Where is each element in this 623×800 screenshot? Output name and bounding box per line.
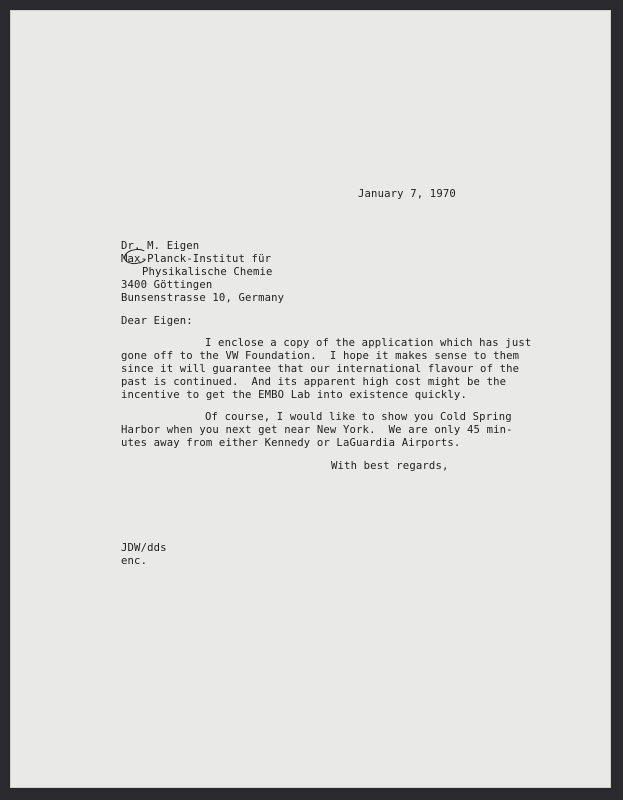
address-line-institute: Max-Planck-Institut für [121, 253, 272, 265]
address-line-street: Bunsenstrasse 10, Germany [121, 292, 285, 304]
paragraph-1-line-2: gone off to the VW Foundation. I hope it makes sense to them [121, 350, 520, 362]
letter-date: January 7, 1970 [358, 188, 456, 200]
enclosure-note: enc. [121, 555, 148, 567]
paragraph-2-line-1: Of course, I would like to show you Cold Spring [205, 411, 512, 423]
paragraph-2-line-3: utes away from either Kennedy or LaGuardia Airports. [121, 437, 461, 449]
paragraph-1-line-3: since it will guarantee that our international flavour of the [121, 363, 520, 375]
address-line-department: Physikalische Chemie [142, 266, 273, 278]
typist-initials: JDW/dds [121, 542, 167, 554]
paragraph-1-line-1: I enclose a copy of the application which has just [205, 337, 532, 349]
address-line-name: Dr. M. Eigen [121, 240, 200, 252]
paragraph-2-line-2: Harbor when you next get near New York. We are only 45 min- [121, 424, 513, 436]
paragraph-1-line-4: past is continued. And its apparent high cost might be the [121, 376, 507, 388]
letter-page [10, 10, 611, 788]
paragraph-1-line-5: incentive to get the EMBO Lab into existence quickly. [121, 389, 467, 401]
closing: With best regards, [331, 460, 449, 472]
salutation: Dear Eigen: [121, 315, 193, 327]
address-line-city: 3400 Göttingen [121, 279, 213, 291]
